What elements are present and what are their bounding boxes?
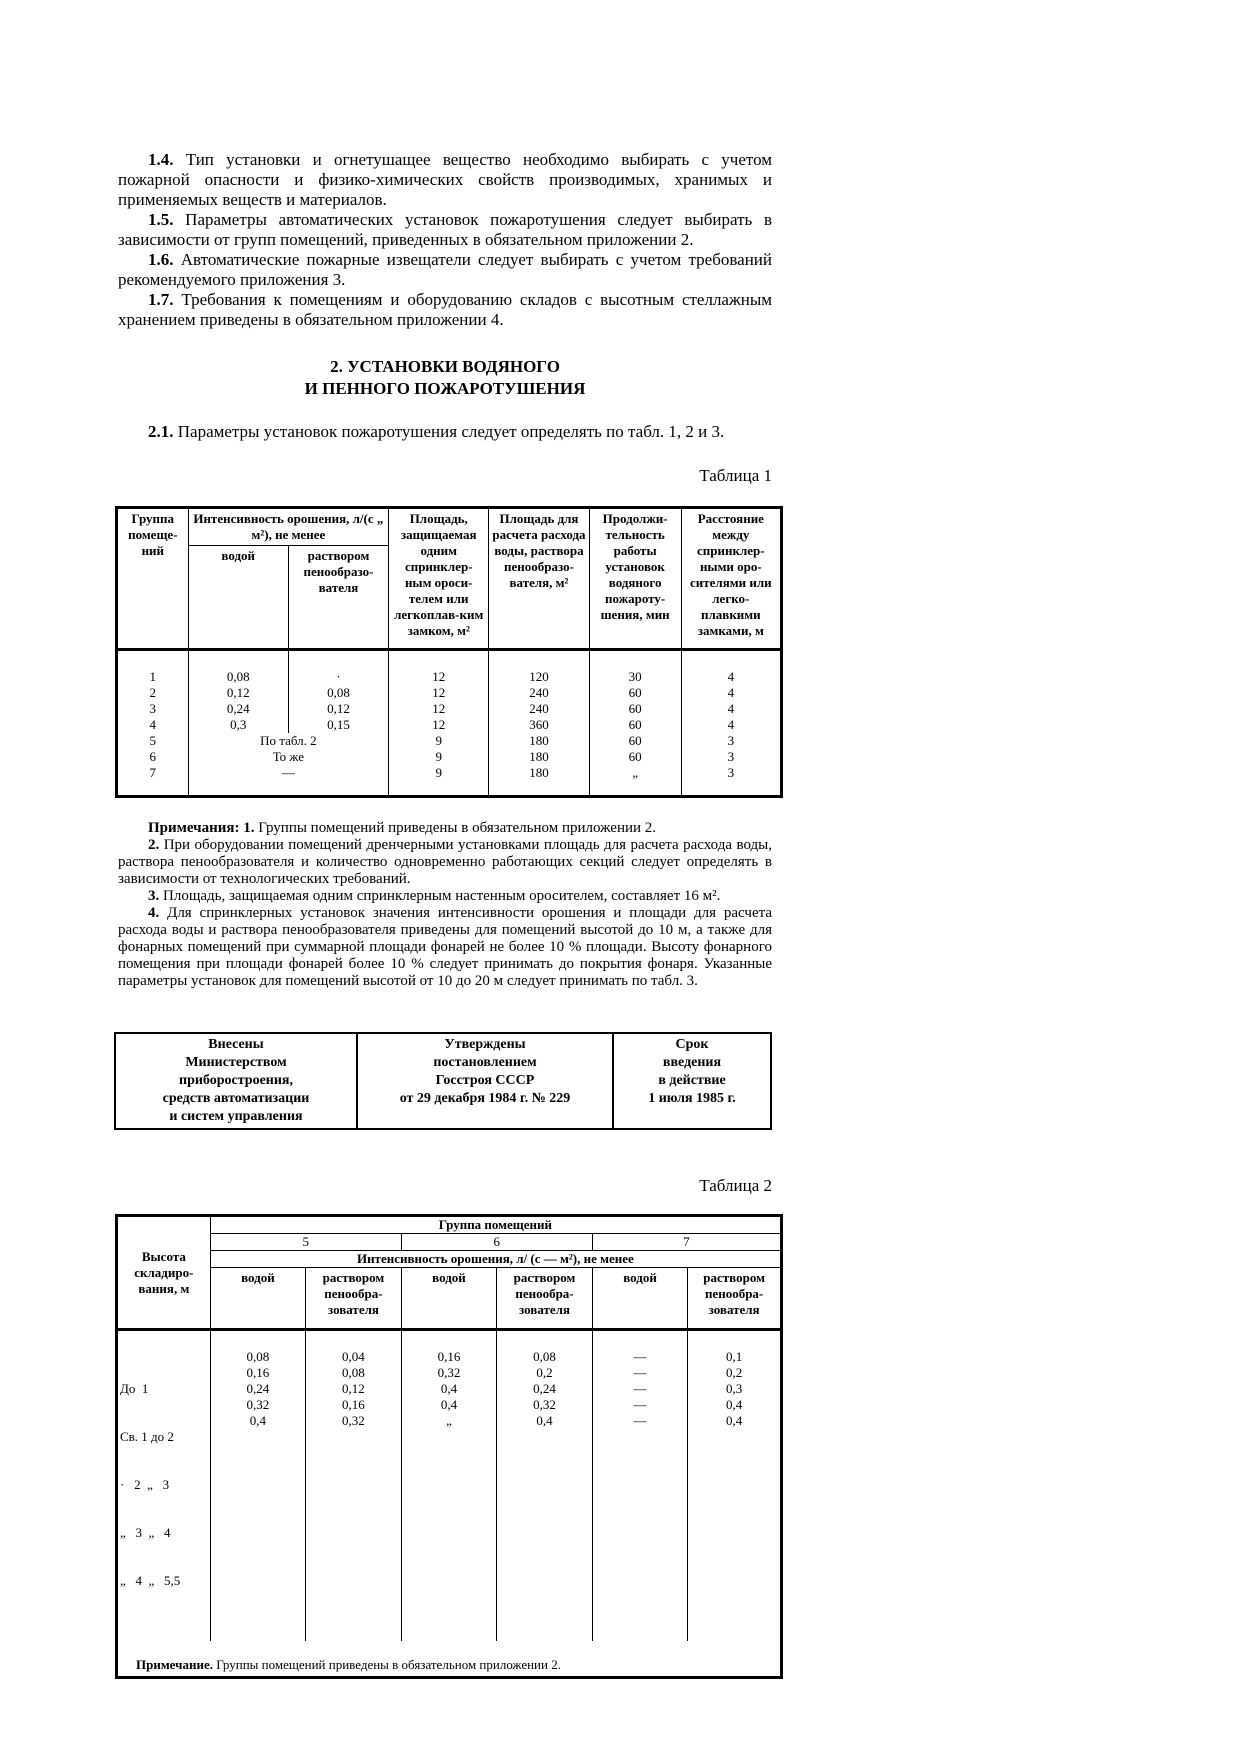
cell: 0,16 [437,1349,461,1364]
cell: 0,08 [246,1349,270,1364]
header-group-5: 5 [210,1234,401,1251]
cell: 60 [628,717,642,732]
cell: 2 [149,685,157,700]
approval-line: Срок [675,1037,709,1052]
col-duration [589,650,681,797]
cell: 0,2 [725,1365,743,1380]
approval-line: приборостроения, [179,1073,293,1088]
approval-line: от 29 декабря 1984 г. № 229 [399,1091,571,1106]
cell: 0,32 [246,1397,270,1412]
cell: 0,32 [533,1397,556,1412]
col-g6-water [401,1330,496,1642]
cell: 0,24 [226,701,250,716]
header-g5-foam: раствором пенообра-зователя [306,1268,402,1330]
cell: — [633,1365,647,1380]
approval-line: введения [662,1055,722,1070]
cell: 3 [727,765,735,780]
note-text: Площадь, защищаемая одним спринклерным настенным оросителем, составляет 16 м². [163,888,721,904]
cell: 0,3 [725,1381,743,1396]
paragraph-number: 1.6. [148,250,174,269]
paragraph-1-5 [118,210,772,250]
header-group: Группа помеще-ний [117,508,189,650]
approval-line: постановлением [433,1055,537,1070]
cell: 4 [727,717,735,732]
col-g5-water [210,1330,305,1642]
cell: 180 [529,765,549,780]
header-group: Группа помещений [210,1216,781,1234]
cell: 9 [435,749,442,764]
cell: По табл. 2 [260,733,317,748]
note-text: При оборудовании помещений дренчерными установками площадь для расчета расхода воды, раствора пенообразователя и количество одновременно работающих секций следует определять в зависимости от технологических требований. [118,837,772,887]
cell: 0,1 [725,1349,743,1364]
table2-note [117,1641,782,1678]
cell: 0,32 [437,1365,461,1380]
header-g7-water: водой [592,1268,687,1330]
approval-line: 1 июля 1985 г. [648,1091,736,1106]
cell: 0,4 [440,1397,458,1412]
cell: 0,4 [440,1381,458,1396]
col-g7-foam [688,1330,782,1642]
cell: 60 [628,749,642,764]
note-label: Примечание. [136,1657,213,1672]
col-intensity-values [188,650,389,797]
approval-line: Утверждены [444,1037,526,1052]
cell: 12 [432,717,446,732]
cell: — [281,765,295,780]
paragraph-number: 1.4. [148,150,174,169]
header-calc-area: Площадь для расчета расхода воды, раствора пенообразо-вателя, м² [489,508,589,650]
header-g5-water: водой [210,1268,305,1330]
cell: 12 [432,669,446,684]
col-g7-water [592,1330,687,1642]
header-g6-foam: раствором пенообра-зователя [497,1268,593,1330]
cell: 0,24 [533,1381,556,1396]
paragraph-number: 1.5. [148,210,174,229]
note-2 [118,837,772,888]
cell: 4 [727,701,735,716]
approval-line: Министерством [185,1055,287,1070]
cell: 60 [628,701,642,716]
cell: 60 [628,733,642,748]
paragraph-number: 2.1. [148,422,174,441]
col-groups [117,650,189,797]
cell: 9 [435,733,442,748]
cell: 360 [529,717,549,732]
cell: 0,4 [249,1413,267,1428]
header-area: Площадь, защищаемая одним спринклер-ным ороси-телем или легкоплав-ким замком, м² [389,508,489,650]
cell: — [633,1413,647,1428]
merged-rows [189,733,389,781]
section-title [118,356,772,400]
cell: 120 [529,669,549,684]
header-group-6: 6 [401,1234,592,1251]
intro-paragraphs [118,150,772,330]
note-text: Группы помещений приведены в обязательном приложении 2. [258,820,657,836]
cell: 0,16 [246,1365,270,1380]
col-area [389,650,489,797]
cell: 3 [727,733,735,748]
note-label: 4. [148,905,160,921]
cell: — [633,1349,647,1364]
col-g6-foam [497,1330,593,1642]
table-2 [115,1214,783,1679]
cell: 3 [149,701,157,716]
header-water: водой [188,546,288,650]
cell: 0,12 [327,701,350,716]
approval-line: средств автоматизации [162,1091,310,1106]
col-water [189,669,288,733]
approval-effective-date [613,1033,771,1129]
paragraph-text: Параметры установок пожаротушения следует определять по табл. 1, 2 и 3. [177,422,725,441]
paragraph-number: 1.7. [148,290,174,309]
cell: 60 [628,685,642,700]
cell: „ 4 „ 5,5 [120,1573,181,1588]
approval-table [114,1032,772,1130]
cell: 12 [432,685,446,700]
cell: 0,4 [725,1397,743,1412]
note-text: Группы помещений приведены в обязательном приложении 2. [216,1657,561,1672]
header-g6-water: водой [401,1268,496,1330]
cell: 0,15 [327,717,350,732]
cell: 0,04 [342,1349,365,1364]
cell: 30 [628,669,642,684]
table2-caption: Таблица 2 [699,1176,772,1195]
header-group-7: 7 [592,1234,781,1251]
note-4 [118,905,772,990]
cell: 7 [149,765,157,780]
cell: 4 [727,685,735,700]
approval-submitted [115,1033,357,1129]
cell: До 1 [120,1381,149,1396]
header-intensity: Интенсивность орошения, л/ (с — м²), не менее [210,1251,781,1268]
cell: 0,4 [536,1413,553,1428]
cell: 0,2 [536,1365,553,1380]
cell: 0,24 [246,1381,270,1396]
col-distance [681,650,781,797]
cell: 3 [727,749,735,764]
cell: 0,12 [226,685,250,700]
col-heights [117,1330,211,1642]
cell: „ [446,1413,452,1428]
paragraph-text: Требования к помещениям и оборудованию складов с высотным стеллажным хранением приведены в обязательном приложении 4. [118,290,772,329]
approval-line: и систем управления [169,1109,303,1124]
header-height: Высота складиро-вания, м [117,1216,211,1330]
cell: 1 [149,669,157,684]
cell: 6 [149,749,157,764]
paragraph-1-6 [118,250,772,290]
cell: 0,12 [342,1381,365,1396]
table-1 [115,506,783,798]
header-g7-foam: раствором пенообра-зователя [688,1268,782,1330]
table1-caption: Таблица 1 [699,466,772,485]
cell: 0,32 [342,1413,365,1428]
col-foam [288,651,388,733]
header-intensity: Интенсивность орошения, л/(с „ м²), не менее [188,508,389,546]
cell: 4 [149,717,157,732]
section-title-line-2: И ПЕННОГО ПОЖАРОТУШЕНИЯ [304,379,586,398]
cell: 0,08 [226,669,250,684]
header-duration: Продолжи-тельность работы установок водяного пожароту-шения, мин [589,508,681,650]
cell: 5 [149,733,157,748]
note-text: Для спринклерных установок значения интенсивности орошения и площади для расчета расхода воды и раствора пенообразователя приведены для помещений высотой до 10 м, а также для фонарных помещений при суммарной площади фонарей не более 10 % площади. Высоту фонарного помещения при площади фонарей более 10 % следует принимать до покрытия фонаря. Указанные параметры установок для помещений высотой от 10 до 20 м следует принимать по табл. 3. [118,905,772,989]
header-foam: раствором пенообразо-вателя [288,546,388,650]
approval-line: Внесены [208,1037,264,1052]
paragraph-text: Тип установки и огнетушащее вещество необходимо выбирать с учетом пожарной опасности и физико-химических свойств производимых, хранимых и применяемых веществ и материалов. [118,150,773,209]
col-g5-foam [306,1330,402,1642]
paragraph-text: Параметры автоматических установок пожаротушения следует выбирать в зависимости от групп помещений, приведенных в обязательном приложении 2. [118,210,772,249]
cell: То же [272,749,304,764]
cell: 0,4 [725,1413,743,1428]
cell: · [336,669,341,684]
paragraph-text: Автоматические пожарные извещатели следует выбирать с учетом требований рекомендуемого приложения 3. [118,250,773,289]
paragraph-2-1 [118,422,772,442]
col-calc-area [489,650,589,797]
cell: 4 [727,669,735,684]
approval-line: в действие [658,1073,726,1088]
cell: 180 [529,749,549,764]
cell: Св. 1 до 2 [120,1429,174,1444]
approval-approved [357,1033,613,1129]
cell: „ [632,765,639,780]
table1-notes [118,820,772,990]
cell: 240 [529,701,549,716]
section-title-line-1: 2. УСТАНОВКИ ВОДЯНОГО [330,357,560,376]
header-distance: Расстояние между спринклер-ными оро-сителями или легко-плавкими замками, м [681,508,781,650]
cell: · 2 „ 3 [120,1477,170,1492]
cell: 12 [432,701,446,716]
document-page [118,150,772,1679]
cell: 240 [529,685,549,700]
cell: 0,08 [342,1365,365,1380]
cell: — [633,1381,647,1396]
note-label: Примечания: 1. [148,820,255,836]
note-3 [118,888,772,905]
cell: 0,08 [533,1349,556,1364]
cell: 9 [435,765,442,780]
cell: 0,08 [327,685,350,700]
cell: — [633,1397,647,1412]
cell: 0,3 [230,717,247,732]
cell: 180 [529,733,549,748]
note-1 [118,820,772,837]
cell: 0,16 [342,1397,365,1412]
paragraph-1-7 [118,290,772,330]
cell: „ 3 „ 4 [120,1525,171,1540]
paragraph-1-4 [118,150,772,210]
note-label: 2. [148,837,160,853]
note-label: 3. [148,888,160,904]
approval-line: Госстроя СССР [435,1073,535,1088]
